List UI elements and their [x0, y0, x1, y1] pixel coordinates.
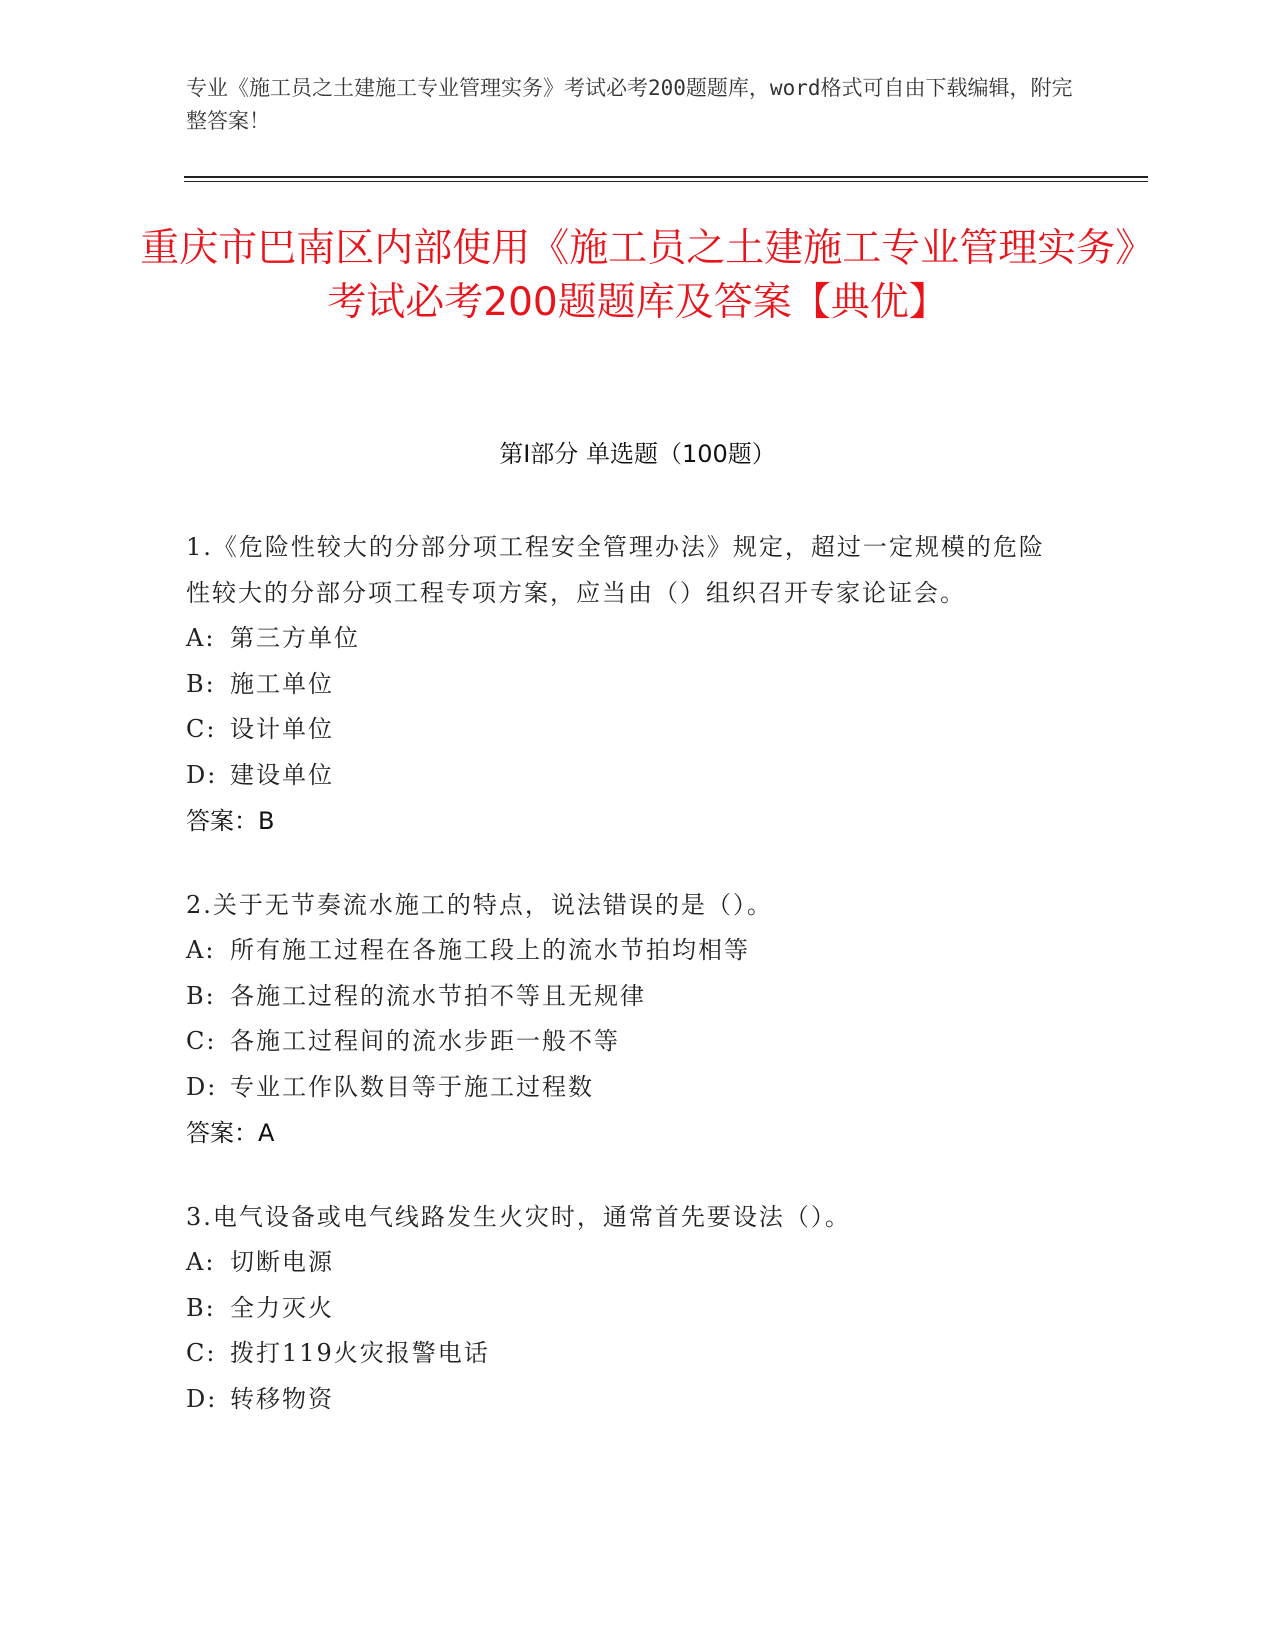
option-text: 所有施工过程在各施工段上的流水节拍均相等: [230, 936, 750, 964]
option-d: [186, 753, 1066, 799]
option-key: B:: [186, 1293, 216, 1322]
option-text: 各施工过程间的流水步距一般不等: [230, 1027, 620, 1055]
question-stem: 2.关于无节奏流水施工的特点，说法错误的是（）。: [186, 891, 773, 919]
option-text: 设计单位: [230, 715, 334, 743]
document-title: 重庆市巴南区内部使用《施工员之土建施工专业管理实务》考试必考200题题库及答案【典优】: [140, 226, 1135, 325]
option-key: D:: [186, 1072, 218, 1101]
option-text: 施工单位: [230, 669, 334, 698]
header-note: 专业《施工员之土建施工专业管理实务》考试必考200题题库，word格式可自由下载编辑，附完整答案！: [186, 76, 1073, 133]
option-a: [186, 928, 1066, 974]
question-stem: 1.《危险性较大的分部分项工程安全管理办法》规定，超过一定规模的危险性较大的分部分项工程专项方案，应当由（）组织召开专家论证会。: [186, 533, 1045, 607]
option-a: [186, 1240, 1066, 1286]
option-text: 转移物资: [230, 1384, 334, 1413]
option-key: C:: [186, 1339, 217, 1367]
question-2: [186, 882, 1066, 1156]
option-c: [186, 1019, 1066, 1065]
option-key: D:: [186, 760, 218, 789]
option-key: A:: [186, 1248, 216, 1276]
option-key: B:: [186, 981, 216, 1010]
option-text: 第三方单位: [230, 624, 360, 652]
option-text: 各施工过程的流水节拍不等且无规律: [230, 981, 646, 1010]
option-a: [186, 616, 1066, 662]
option-key: A:: [186, 624, 216, 652]
option-key: A:: [186, 936, 216, 964]
option-key: B:: [186, 669, 216, 698]
option-b: [186, 1286, 1066, 1332]
option-text: 拨打119火灾报警电话: [230, 1339, 490, 1367]
header-divider-thin: [184, 181, 1148, 182]
question-1: [186, 524, 1066, 844]
header-divider: [184, 176, 1148, 178]
question-3: [186, 1194, 1066, 1422]
answer-line: 答案：A: [186, 1119, 275, 1147]
option-text: 专业工作队数目等于施工过程数: [230, 1072, 594, 1101]
option-d: [186, 1065, 1066, 1111]
option-d: [186, 1377, 1066, 1423]
option-b: [186, 662, 1066, 708]
option-text: 建设单位: [230, 760, 334, 789]
option-key: D:: [186, 1384, 218, 1413]
option-key: C:: [186, 1027, 217, 1055]
option-c: [186, 1331, 1066, 1377]
question-list: [186, 524, 1066, 1460]
option-text: 全力灭火: [230, 1293, 334, 1322]
option-c: [186, 707, 1066, 753]
answer-line: 答案：B: [186, 807, 275, 835]
option-text: 切断电源: [230, 1248, 334, 1276]
option-b: [186, 974, 1066, 1020]
section-heading: 第I部分 单选题（100题）: [499, 440, 776, 468]
option-key: C:: [186, 715, 217, 743]
question-stem: 3.电气设备或电气线路发生火灾时，通常首先要设法（）。: [186, 1203, 851, 1231]
